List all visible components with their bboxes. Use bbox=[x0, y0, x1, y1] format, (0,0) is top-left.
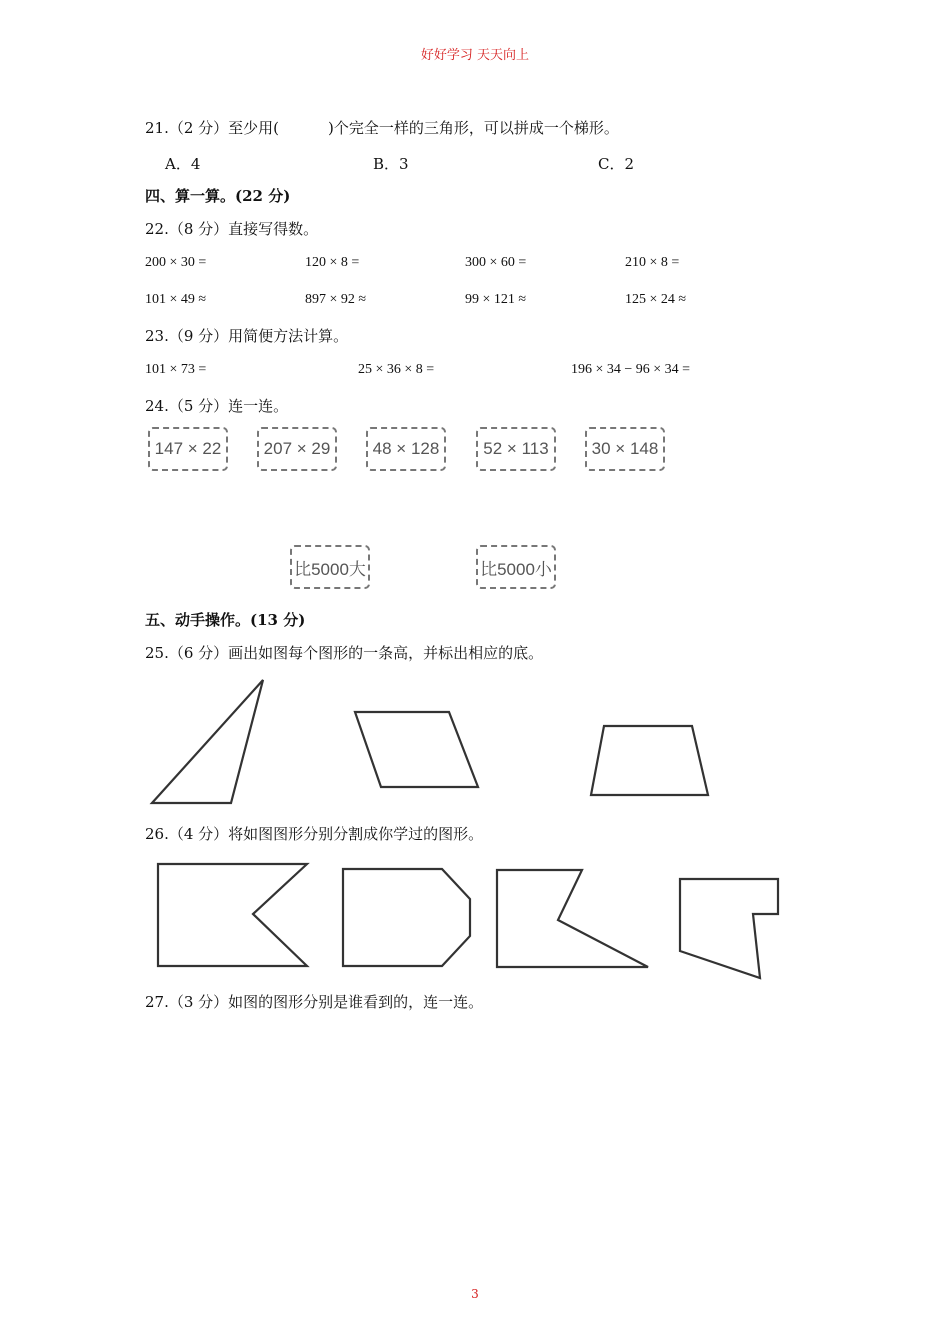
q21-option-b: B．3 bbox=[373, 155, 409, 173]
question-22-text: 22.（8 分）直接写得数。 bbox=[145, 220, 319, 238]
irregular-shape bbox=[680, 879, 778, 978]
question-21-prefix: 21.（2 分）至少用( bbox=[145, 119, 280, 137]
q23-expr: 101 × 73 = bbox=[145, 362, 207, 377]
match-box-top: 52 × 113 bbox=[476, 427, 556, 471]
question-23-text: 23.（9 分）用简便方法计算。 bbox=[145, 327, 349, 345]
match-box-top: 147 × 22 bbox=[148, 427, 228, 471]
question-24-text: 24.（5 分）连一连。 bbox=[145, 397, 289, 415]
section-5-title: 五、动手操作。(13 分) bbox=[145, 611, 306, 629]
arrow-notch-shape bbox=[158, 864, 307, 966]
page-number: 3 bbox=[471, 1287, 479, 1301]
notched-triangle-shape bbox=[497, 870, 648, 967]
match-box-top: 207 × 29 bbox=[257, 427, 337, 471]
question-27-text: 27.（3 分）如图的图形分别是谁看到的，连一连。 bbox=[145, 993, 484, 1011]
section-4-title: 四、算一算。(22 分) bbox=[145, 187, 291, 205]
q22-expr: 99 × 121 ≈ bbox=[465, 292, 527, 307]
q22-expr: 125 × 24 ≈ bbox=[625, 292, 687, 307]
q23-expr: 25 × 36 × 8 = bbox=[358, 362, 435, 377]
match-box-bottom: 比5000大 bbox=[290, 545, 370, 589]
q22-expr: 897 × 92 ≈ bbox=[305, 292, 367, 307]
question-25-text: 25.（6 分）画出如图每个图形的一条高，并标出相应的底。 bbox=[145, 644, 544, 662]
triangle-shape bbox=[152, 680, 263, 803]
match-box-bottom: 比5000小 bbox=[476, 545, 556, 589]
pentagon-like-shape bbox=[343, 869, 470, 966]
q21-option-c: C．2 bbox=[598, 155, 635, 173]
q22-expr: 101 × 49 ≈ bbox=[145, 292, 207, 307]
q22-expr: 300 × 60 = bbox=[465, 255, 527, 270]
q22-expr: 200 × 30 = bbox=[145, 255, 207, 270]
match-box-top: 30 × 148 bbox=[585, 427, 665, 471]
question-26-text: 26.（4 分）将如图图形分别分割成你学过的图形。 bbox=[145, 825, 484, 843]
q22-expr: 210 × 8 = bbox=[625, 255, 680, 270]
parallelogram-shape bbox=[355, 712, 478, 787]
q21-option-a: A．4 bbox=[165, 155, 201, 173]
page-header: 好好学习 天天向上 bbox=[420, 48, 530, 63]
trapezoid-shape bbox=[591, 726, 708, 795]
match-box-top: 48 × 128 bbox=[366, 427, 446, 471]
q22-expr: 120 × 8 = bbox=[305, 255, 360, 270]
question-21-suffix: )个完全一样的三角形，可以拼成一个梯形。 bbox=[328, 119, 619, 137]
q23-expr: 196 × 34 − 96 × 34 = bbox=[571, 362, 691, 377]
